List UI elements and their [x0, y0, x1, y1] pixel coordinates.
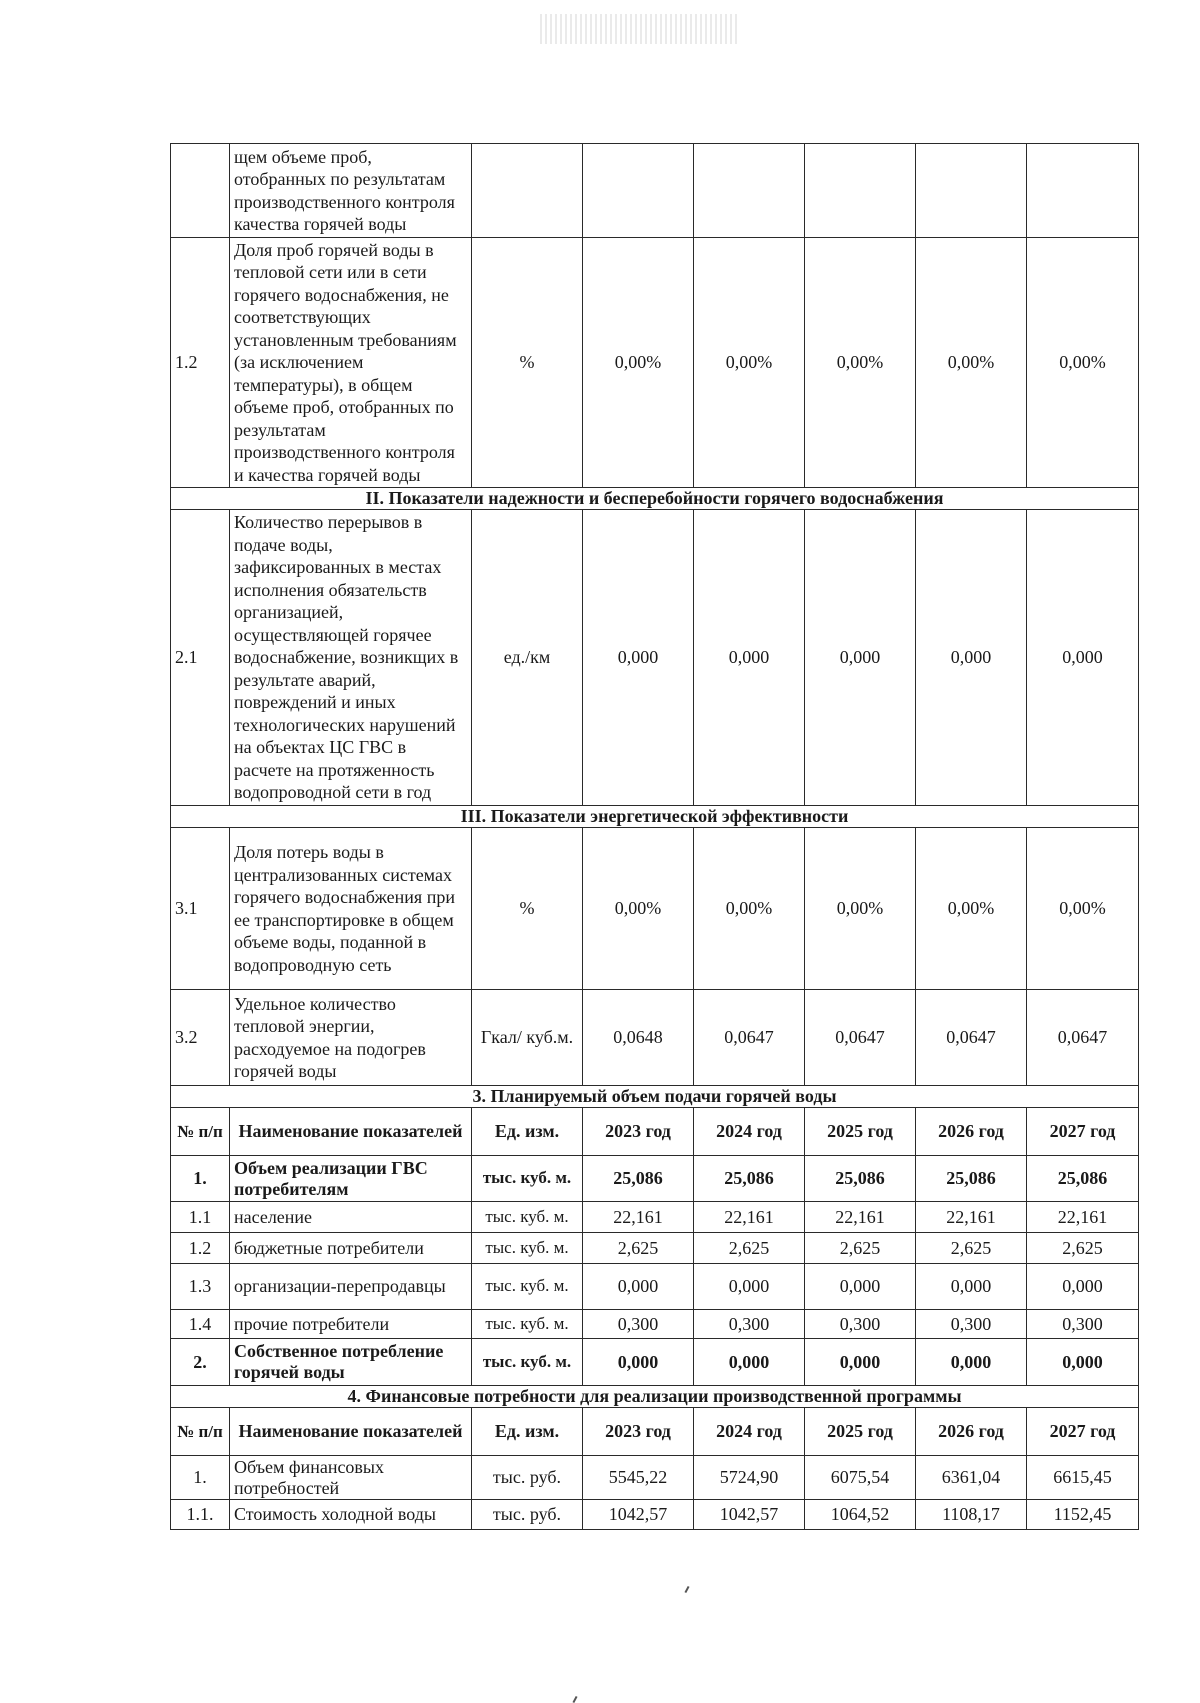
value-2027: 0,000 — [1027, 1264, 1139, 1310]
indicator-name: Количество перерывов в подаче воды, зафиксированных в местах исполнения обязательств организацией, осуществляющей горячее водоснабжение, возникщих в результате аварий, повреждений и иных технологических нарушений на объектах ЦС ГВС в расчете на протяженность водопроводной сети в год — [230, 510, 472, 806]
section-header-row — [171, 806, 1139, 828]
value-2025: 0,00% — [805, 828, 916, 990]
indicator-name: прочие потребители — [230, 1310, 472, 1339]
part-title: 3. Планируемый объем подачи горячей воды — [171, 1086, 1139, 1108]
value-2027: 1152,45 — [1027, 1500, 1139, 1530]
header-year: 2023 год — [583, 1408, 694, 1456]
value-2025: 0,000 — [805, 1339, 916, 1386]
indicator-row-continued — [171, 144, 1139, 238]
unit-cell: тыс. куб. м. — [472, 1310, 583, 1339]
header-year: 2026 год — [916, 1408, 1027, 1456]
indicator-name: Доля потерь воды в централизованных системах горячего водоснабжения при ее транспортировке в общем объеме воды, поданной в водопроводную сеть — [230, 828, 472, 990]
volume-row — [171, 1202, 1139, 1233]
value-2026: 0,300 — [916, 1310, 1027, 1339]
header-name: Наименование показателей — [230, 1108, 472, 1156]
header-year: 2023 год — [583, 1108, 694, 1156]
volume-row — [171, 1310, 1139, 1339]
value-2023: 0,0648 — [583, 990, 694, 1086]
row-number: 1.1 — [171, 1202, 230, 1233]
indicator-name: Собственное потребление горячей воды — [230, 1339, 472, 1386]
header-number: № п/п — [171, 1408, 230, 1456]
row-number: 1.2 — [171, 1233, 230, 1264]
value-2026: 6361,04 — [916, 1456, 1027, 1500]
value-2023: 22,161 — [583, 1202, 694, 1233]
unit-cell: % — [472, 238, 583, 488]
value-2027: 0,00% — [1027, 828, 1139, 990]
row-number: 1. — [171, 1156, 230, 1202]
unit-cell: ед./км — [472, 510, 583, 806]
value-2023: 0,00% — [583, 238, 694, 488]
value-2027: 25,086 — [1027, 1156, 1139, 1202]
volume-row — [171, 1264, 1139, 1310]
header-year: 2027 год — [1027, 1108, 1139, 1156]
value-2024: 22,161 — [694, 1202, 805, 1233]
header-year: 2024 год — [694, 1108, 805, 1156]
unit-cell: тыс. куб. м. — [472, 1202, 583, 1233]
part-title-row — [171, 1386, 1139, 1408]
volume-row — [171, 1233, 1139, 1264]
value-2024: 1042,57 — [694, 1500, 805, 1530]
indicator-name: щем объеме проб, отобранных по результатам производственного контроля качества горячей воды — [230, 144, 472, 238]
indicator-name: Удельное количество тепловой энергии, расходуемое на подогрев горячей воды — [230, 990, 472, 1086]
stray-pen-mark — [572, 1696, 577, 1703]
row-number: 2.1 — [171, 510, 230, 806]
scan-artifact — [540, 14, 740, 44]
row-number: 2. — [171, 1339, 230, 1386]
indicator-name: Объем финансовых потребностей — [230, 1456, 472, 1500]
value-2024: 0,00% — [694, 828, 805, 990]
row-number: 3.1 — [171, 828, 230, 990]
value-2024: 25,086 — [694, 1156, 805, 1202]
unit-cell: тыс. куб. м. — [472, 1233, 583, 1264]
value-2024: 0,00% — [694, 238, 805, 488]
part-title: 4. Финансовые потребности для реализации производственной программы — [171, 1386, 1139, 1408]
value-2025: 0,000 — [805, 510, 916, 806]
column-header-row — [171, 1408, 1139, 1456]
value-2026: 25,086 — [916, 1156, 1027, 1202]
value-2025: 0,00% — [805, 238, 916, 488]
value-2023: 1042,57 — [583, 1500, 694, 1530]
value-2024: 0,000 — [694, 1339, 805, 1386]
row-number: 1. — [171, 1456, 230, 1500]
volume-row — [171, 1156, 1139, 1202]
stray-pen-mark — [684, 1586, 689, 1593]
unit-cell: тыс. руб. — [472, 1456, 583, 1500]
row-number: 1.4 — [171, 1310, 230, 1339]
value-2027: 0,000 — [1027, 1339, 1139, 1386]
production-program-table — [170, 143, 1139, 1530]
indicator-row-2-1 — [171, 510, 1139, 806]
finance-row — [171, 1456, 1139, 1500]
value-2027: 22,161 — [1027, 1202, 1139, 1233]
header-year: 2024 год — [694, 1408, 805, 1456]
value-2024: 0,300 — [694, 1310, 805, 1339]
indicator-row-3-2 — [171, 990, 1139, 1086]
header-year: 2026 год — [916, 1108, 1027, 1156]
unit-cell: тыс. руб. — [472, 1500, 583, 1530]
value-2024: 5724,90 — [694, 1456, 805, 1500]
unit-cell: тыс. куб. м. — [472, 1339, 583, 1386]
value-2026: 22,161 — [916, 1202, 1027, 1233]
value-2025: 22,161 — [805, 1202, 916, 1233]
value-2023: 2,625 — [583, 1233, 694, 1264]
value-2026: 0,00% — [916, 828, 1027, 990]
value-2023: 0,000 — [583, 1264, 694, 1310]
section-header-row — [171, 488, 1139, 510]
header-year: 2025 год — [805, 1408, 916, 1456]
row-number: 3.2 — [171, 990, 230, 1086]
header-year: 2027 год — [1027, 1408, 1139, 1456]
value-2026: 2,625 — [916, 1233, 1027, 1264]
value-2025: 6075,54 — [805, 1456, 916, 1500]
value-2026: 0,00% — [916, 238, 1027, 488]
indicator-name: Объем реализации ГВС потребителям — [230, 1156, 472, 1202]
header-year: 2025 год — [805, 1108, 916, 1156]
value-2023: 5545,22 — [583, 1456, 694, 1500]
section-title: II. Показатели надежности и бесперебойности горячего водоснабжения — [171, 488, 1139, 510]
header-name: Наименование показателей — [230, 1408, 472, 1456]
value-2023: 0,000 — [583, 1339, 694, 1386]
value-2024: 0,0647 — [694, 990, 805, 1086]
value-2026: 0,000 — [916, 1264, 1027, 1310]
value-2023: 0,000 — [583, 510, 694, 806]
indicator-row-3-1 — [171, 828, 1139, 990]
value-2026: 0,000 — [916, 1339, 1027, 1386]
unit-cell: тыс. куб. м. — [472, 1156, 583, 1202]
value-2025: 0,0647 — [805, 990, 916, 1086]
indicator-row-1-2 — [171, 238, 1139, 488]
header-unit: Ед. изм. — [472, 1408, 583, 1456]
indicator-name: Доля проб горячей воды в тепловой сети или в сети горячего водоснабжения, не соответствующих установленным требованиям (за исключением температуры), в общем объеме проб, отобранных по результатам производственного контроля и качества горячей воды — [230, 238, 472, 488]
value-2026: 1108,17 — [916, 1500, 1027, 1530]
row-number: 1.2 — [171, 238, 230, 488]
finance-row — [171, 1500, 1139, 1530]
value-2025: 0,300 — [805, 1310, 916, 1339]
column-header-row — [171, 1108, 1139, 1156]
indicator-name: организации-перепродавцы — [230, 1264, 472, 1310]
value-2027: 0,000 — [1027, 510, 1139, 806]
value-2024: 0,000 — [694, 510, 805, 806]
indicator-name: бюджетные потребители — [230, 1233, 472, 1264]
part-title-row — [171, 1086, 1139, 1108]
header-number: № п/п — [171, 1108, 230, 1156]
value-2026: 0,000 — [916, 510, 1027, 806]
value-2025: 2,625 — [805, 1233, 916, 1264]
unit-cell: тыс. куб. м. — [472, 1264, 583, 1310]
value-2023: 25,086 — [583, 1156, 694, 1202]
value-2027: 6615,45 — [1027, 1456, 1139, 1500]
value-2025: 1064,52 — [805, 1500, 916, 1530]
value-2025: 25,086 — [805, 1156, 916, 1202]
header-unit: Ед. изм. — [472, 1108, 583, 1156]
row-number — [171, 144, 230, 238]
indicator-name: население — [230, 1202, 472, 1233]
value-2027: 0,0647 — [1027, 990, 1139, 1086]
section-title: III. Показатели энергетической эффективности — [171, 806, 1139, 828]
value-2023: 0,300 — [583, 1310, 694, 1339]
value-2027: 0,00% — [1027, 238, 1139, 488]
volume-row — [171, 1339, 1139, 1386]
indicator-name: Стоимость холодной воды — [230, 1500, 472, 1530]
row-number: 1.3 — [171, 1264, 230, 1310]
value-2024: 2,625 — [694, 1233, 805, 1264]
value-2026: 0,0647 — [916, 990, 1027, 1086]
value-2023: 0,00% — [583, 828, 694, 990]
value-2024: 0,000 — [694, 1264, 805, 1310]
unit-cell: % — [472, 828, 583, 990]
value-2027: 2,625 — [1027, 1233, 1139, 1264]
unit-cell: Гкал/ куб.м. — [472, 990, 583, 1086]
row-number: 1.1. — [171, 1500, 230, 1530]
value-2027: 0,300 — [1027, 1310, 1139, 1339]
value-2025: 0,000 — [805, 1264, 916, 1310]
